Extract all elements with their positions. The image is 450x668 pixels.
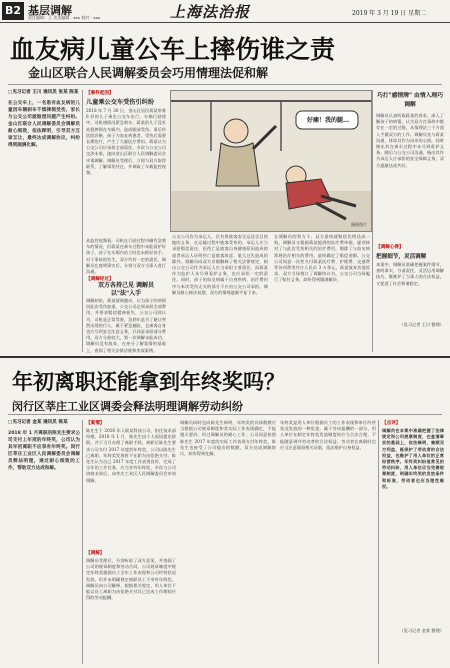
story1-right-column — [376, 92, 444, 352]
story1-case-tag: 【事件起因】 — [86, 91, 114, 96]
story1-mid-title: 双方各持己见 调解员以"法"入手 — [97, 282, 155, 297]
story1-illustration — [170, 90, 372, 232]
story1-law-text: 公交公司作为承运人，负有将旅客安全运送至目的地的义务，在运输过程中旅客受伤的，承运人应当承担赔偿责任，但伤亡是旅客自身健康原因造成的或者承运人证明伤亡是旅客故意、重大过失造成的除外。调解员向双方详细解释了相关法律规定，指出公交公司作为承运人应当承担主要责任，而蒋某作为监护人未尽到看护义务，也应承担一定的责任。同时，孩子的血友病属于自身疾病，治疗费用中与本次受伤无关的部分不应由公交公司承担。调解员耐心释法说理，双方的情绪逐渐平复下来。 — [172, 234, 268, 295]
story2-case-text: 陈先生于 2016 年入职某科技公司，担任技术部经理。2018 年 1 月，陈先生因个人原因提出辞职，并于当月办理了离职手续。离职后陈先生要求公司支付 2017 年度的年终奖，公司以陈先生已离职、年终奖发放时不在职为由拒绝支付。陈先生认为自己 2017 年度工作表现良好，完成了全年的工作任务，应当享有年终奖，多次与公司协商未果后，向莘庄工业区人民调解委员会申请调解。 — [86, 428, 176, 483]
story1-right-title-2: 把握细节，灵活调解 — [376, 254, 427, 260]
story1-right-tag: 【调解心得】 — [376, 245, 404, 250]
divider — [378, 420, 379, 664]
story1-result-text: 在调解员的努力下，双方最终就赔偿比例达成一致。调解员又根据蒋某提供的医疗费单据，逐项核对了与此次受伤相关的治疗费用，剔除了与血友病常规治疗相关的费用，最终确定了赔偿金额。公交公司同意一次性支付蒋某医疗费、护理费、交通费等各项费用共计人民币 3 万余元，蒋某放弃其他诉求。双方当场签订了调解协议书，公交公司当场履行了赔付义务，纠纷得到圆满解决。 — [274, 234, 370, 283]
image-caption: 漫画图片 — [351, 222, 367, 227]
story2-resolution-text: 调解员同时也向陈先生释明，年终奖的具体数额应当根据公司规章制度和其实际工作表现确定，不能漫天要价。经过调解员的耐心工作，公司同意按照陈先生 2017 年度的实际工作表现支付年终奖，陈先生也接受了公司提出的数额，双方达成调解协议，纠纷得到化解。 — [180, 420, 276, 457]
story1-top-rule — [8, 84, 442, 85]
speech-bubble: 好痛！我的腿… — [306, 117, 349, 124]
story1-right-text-2: 本案中，调解员准确把握案件细节，查明事实，分清责任，灵活运用调解技巧，既维护了当事人的合法权益，又促进了社会和谐稳定。 — [376, 262, 444, 286]
story1-lead: 在公交车上，一名患有血友病的儿童因车辆刹车不慎摔倒受伤，家长与公交公司就赔偿问题产生纠纷。金山区联合人民调解委员会调解员耐心细致，依法释明，引导双方互谅互让，最终达成调解协议，纠纷得到圆满化解。 — [8, 101, 80, 148]
story1-case-title: 儿童乘公交车受伤引纠纷 — [86, 99, 155, 106]
story1-right-text: 调解员认真听取蒋某的诉求，深入了解孩子的病情，认为双方在事故中都存在一定的过错，从情理法三个方面入手做双方的工作。调解员先与蒋某沟通，体谅其作为母亲的心情，同时指出其在乘车过程中未尽到看护义务。随后与公交公司沟通，指出其作为承运人应承担的安全保障义务，双方逐渐达成共识。 — [376, 113, 444, 168]
divider — [82, 90, 83, 352]
story2-lead: 2018 年 1 月离职的陈先生要求公司支付上年度的年终奖，公司认为其年初离职不应享有年终奖。闵行区莘庄工业区人民调解委员会调解员释法明理，通过耐心细致的工作，帮助双方达成和解。 — [8, 431, 80, 471]
story2-signoff: （见习记者 金某 整理） — [399, 628, 444, 633]
story1-byline: □见习记者 王川 通讯员 张某 陈某 — [8, 90, 79, 95]
story1-subhead: 金山区联合人民调解委员会巧用情理法促和解 — [28, 66, 269, 80]
newspaper-title: 上海法治报 — [170, 3, 251, 21]
story1-mid-tag: 【调解经过】 — [86, 277, 114, 282]
bus-injury-cartoon — [171, 91, 371, 231]
story1-signoff: （见习记者 王川 整理） — [399, 322, 444, 327]
story1-lead-column — [8, 90, 80, 350]
story1-case-text: 2018 年 7 月 30 日，金山区居民蒋某带着 6 岁的儿子乘坐公交车出行。车辆行驶途中，司机遇情况紧急刹车，蒋某的儿子没有站稳摔倒在车厢内，造成腿部受伤。事后经医院诊断，孩子为血友病患者，受伤后需要长期治疗，产生了大量医疗费用。蒋某认为公交公司应承担全部责任，多次与公交公司交涉未果，遂向金山区联合人民调解委员会申请调解。调解员受理后，立即与双方取得联系，了解事发经过，并调取了车载监控视频。 — [86, 108, 166, 176]
story-separator — [0, 356, 450, 358]
story2-right-column — [382, 420, 444, 664]
story2-subhead: 闵行区莘庄工业区调委会释法明理调解劳动纠纷 — [12, 400, 243, 413]
editor-line: 责任编辑：王 美术编辑：xxx 校对：xxx — [28, 15, 101, 20]
story2-byline: □见习记者 金某 通讯员 陈某 — [8, 420, 68, 425]
story2-case-tag: 【案情】 — [86, 421, 105, 426]
story1-mid-text: 调解初始，蒋某情绪激动，认为孩子的病情因此次受伤加重，公交公司必须承担全部费用，并要求赔偿精神损失。公交公司则认为，司机是正常驾驶，急刹车是为了避让突然出现的行人，属于紧急避险，且乘客自身也应尽到安全注意义务，只同意承担部分费用。双方分歧较大，第一次调解未能成功。调解员没有放弃，在充分了解案情的基础上，查阅了相关法律法规和类似案例。 — [86, 298, 166, 353]
story2-mid-tag: 【调解】 — [86, 551, 105, 556]
divider — [372, 90, 373, 352]
story1-case-column — [86, 90, 166, 352]
story2-case-column — [86, 420, 176, 664]
story2-mid-text: 调解员受理后，分别听取了双方意见，并查阅了公司的规章制度和劳动合同。公司规章制度中规定年终奖根据员工全年工作表现和公司经营状况发放，但并未明确规定离职员工不享有年终奖。调解员向公司解释，根据相关规定，用人单位不能以员工离职为由拒绝支付其已完成工作期间应得的劳动报酬。 — [86, 558, 176, 601]
story2-comment: 调解员在本案中准确把握了法律规定和公司规章制度，在查清事实的基础上，依法释明，兼顾双方利益，既保护了劳动者的合法权益，也维护了用人单位的正常经营秩序。年终奖纠纷是常见的劳动纠纷，用人单位应当完善规章制度，明确年终奖的发放条件和标准，劳动者也应当理性维权。 — [382, 428, 444, 489]
story2-lead-column — [8, 420, 80, 664]
story1-case-text-2: 从监控视频看，司机在行驶过程中确有急刹车的情况，但蒋某在乘车过程中未能看护好孩子，孩子在车厢内站立时也未抓好扶手。对于事故的发生，双方均有一定的责任。调解员在查明事实后，分别与双方当事人进行沟通。 — [86, 238, 166, 274]
story2-headline: 年初离职还能拿到年终奖吗？ — [12, 369, 285, 394]
story2-law-text: 年终奖是用人单位根据员工的工作表现和单位经营状况发放的一种奖金，属于劳动报酬的一部分。用人单位在制定年终奖发放制度时应当合法合理，不能随意剥夺劳动者的合法权益。劳动者在离职时也应当注意保留相关证据，依法维护自身权益。 — [280, 420, 376, 450]
divider — [82, 420, 83, 664]
story2-right-tag: 【点评】 — [382, 421, 401, 426]
page-number: B2 — [2, 2, 24, 20]
section-name: 基层调解 — [28, 4, 72, 17]
story1-right-title: 巧打"感情牌" 由情入理巧调解 — [376, 93, 444, 108]
story2-top-rule — [8, 414, 442, 415]
issue-date: 2019 年 3 月 19 日 星期二 — [352, 10, 427, 17]
story1-headline: 血友病儿童公车上摔伤谁之责 — [10, 35, 336, 64]
